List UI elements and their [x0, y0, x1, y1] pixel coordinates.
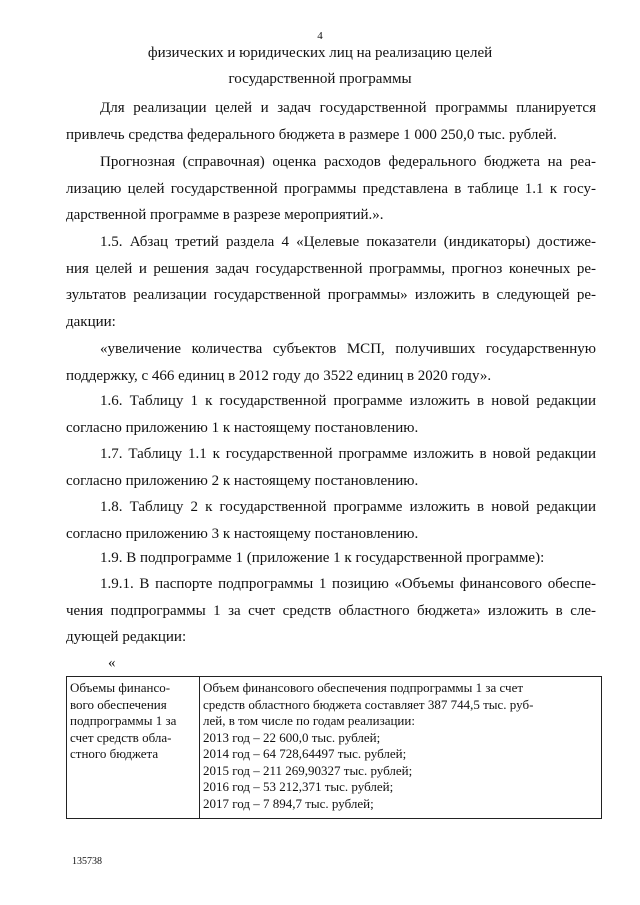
cell-line: Объем финансового обеспечения подпрограммы 1 за счет: [203, 680, 524, 695]
document-code: 135738: [72, 856, 102, 867]
cell-line: лей, в том числе по годам реализации:: [203, 713, 415, 728]
paragraph-line: чения подпрограммы 1 за счет средств областного бюджета» изложить в сле-: [66, 602, 596, 619]
paragraph-line: согласно приложению 1 к настоящему постановлению.: [66, 419, 419, 436]
paragraph-line: Прогнозная (справочная) оценка расходов федерального бюджета на реа-: [100, 154, 596, 170]
cell-line: средств областного бюджета составляет 387 744,5 тыс. руб-: [203, 696, 534, 712]
paragraph-line: дующей редакции:: [66, 629, 187, 645]
paragraph-line: 1.9. В подпрограмме 1 (приложение 1 к государственной программе):: [100, 550, 545, 566]
cell-line: вого обеспечения: [70, 696, 167, 712]
paragraph-line: дакции:: [66, 313, 116, 330]
paragraph-line: 1.6. Таблицу 1 к государственной программе изложить в новой редакции: [100, 393, 596, 409]
table-cell-value: [200, 677, 602, 819]
paragraph: [66, 336, 596, 389]
paragraph: [66, 229, 596, 335]
cell-line: 2015 год – 211 269,90327 тыс. рублей;: [203, 762, 413, 778]
paragraph-line: ния целей и решения задач государственной программы, прогноз конечных ре-: [66, 260, 596, 277]
paragraph: [66, 95, 596, 148]
paragraph-line: Для реализации целей и задач государственной программы планируется: [100, 100, 596, 116]
cell-line: Объемы финансо-: [70, 680, 171, 695]
cell-line: 2013 год – 22 600,0 тыс. рублей;: [203, 729, 381, 745]
paragraph: [66, 388, 596, 441]
heading-line-1: физических и юридических лиц на реализацию целей: [147, 45, 493, 61]
paragraph-line: «увеличение количества субъектов МСП, получивших государственную: [100, 341, 596, 357]
paragraph: [66, 149, 596, 229]
page-number: 4: [317, 30, 323, 42]
paragraph-line: 1.9.1. В паспорте подпрограммы 1 позицию «Объемы финансового обеспе-: [100, 576, 596, 592]
cell-line: 2016 год – 53 212,371 тыс. рублей;: [203, 779, 394, 794]
paragraph-line: 1.8. Таблицу 2 к государственной программе изложить в новой редакции: [100, 499, 596, 515]
paragraph: [66, 494, 596, 547]
cell-line: счет средств обла-: [70, 729, 172, 745]
paragraph-line: 1.5. Абзац третий раздела 4 «Целевые показатели (индикаторы) достиже-: [100, 234, 596, 250]
paragraph-line: дарственной программе в разрезе мероприятий.».: [66, 207, 384, 223]
cell-line: 2017 год – 7 894,7 тыс. рублей;: [203, 795, 374, 811]
paragraph: [66, 441, 596, 494]
paragraph-line: согласно приложению 3 к настоящему постановлению.: [66, 525, 419, 542]
paragraph-line: поддержку, с 466 единиц в 2012 году до 3522 единиц в 2020 году».: [66, 367, 492, 384]
table-cell-label: [67, 677, 200, 819]
paragraph-line: лизацию целей государственной программы представлена в таблице 1.1 к госу-: [66, 180, 596, 197]
paragraph-line: зультатов реализации государственной программы» изложить в следующей ре-: [66, 287, 596, 303]
cell-line: 2014 год – 64 728,64497 тыс. рублей;: [203, 746, 407, 761]
paragraph-line: привлечь средства федерального бюджета в размере 1 000 250,0 тыс. рублей.: [66, 126, 557, 143]
paragraph-line: согласно приложению 2 к настоящему постановлению.: [66, 472, 419, 489]
paragraph: [66, 571, 596, 651]
funding-table: [66, 676, 602, 819]
quote-open-mark: «: [108, 655, 116, 671]
paragraph: [66, 545, 596, 572]
heading-line-2: государственной программы: [228, 71, 412, 87]
cell-line: подпрограммы 1 за: [70, 713, 177, 728]
cell-line: стного бюджета: [70, 746, 159, 761]
table-row: [67, 677, 602, 819]
paragraph-line: 1.7. Таблицу 1.1 к государственной программе изложить в новой редакции: [100, 446, 596, 462]
